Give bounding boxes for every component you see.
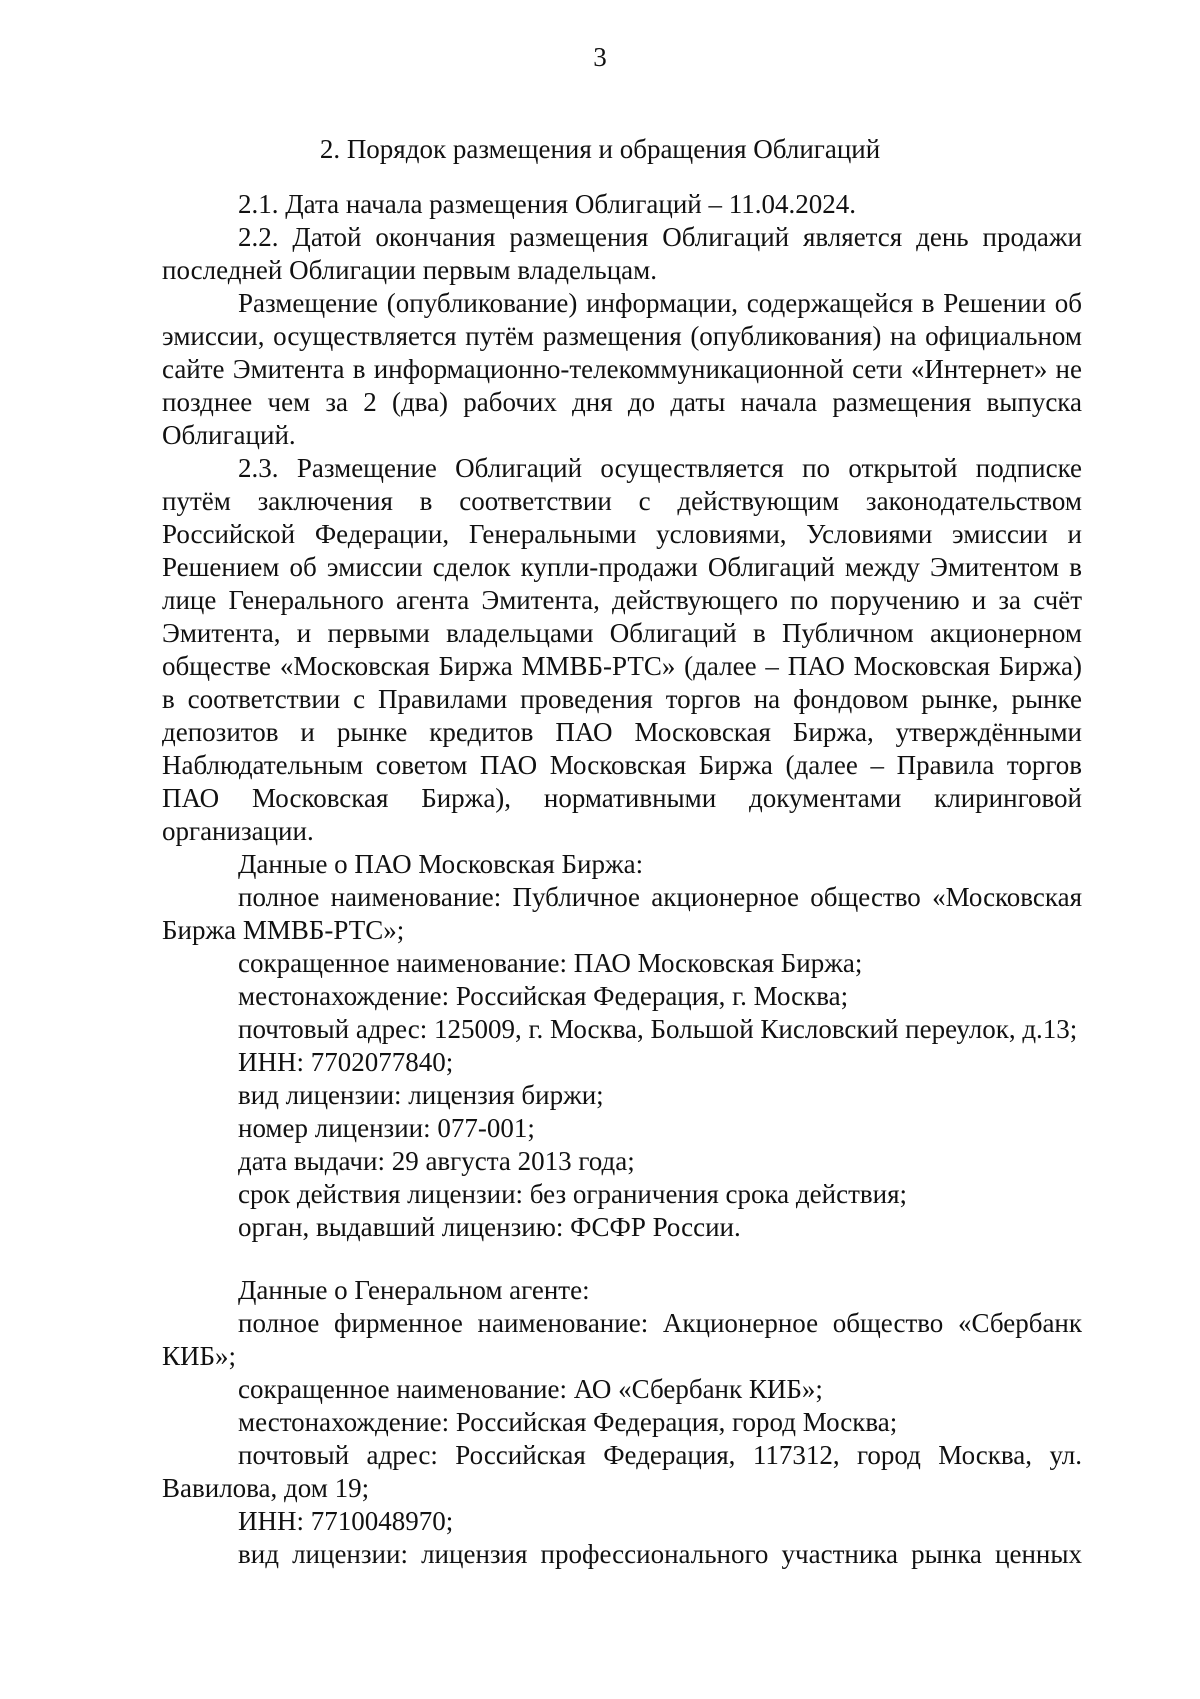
exchange-inn: ИНН: 7702077840; <box>238 1047 454 1077</box>
exchange-location: местонахождение: Российская Федерация, г. Москва; <box>238 981 849 1011</box>
exchange-license-issuer: орган, выдавший лицензию: ФСФР России. <box>238 1212 741 1242</box>
agent-location: местонахождение: Российская Федерация, город Москва; <box>238 1407 898 1437</box>
agent-short-name: сокращенное наименование: АО «Сбербанк КИБ»; <box>238 1374 823 1404</box>
agent-title: Данные о Генеральном агенте: <box>238 1275 590 1305</box>
exchange-title: Данные о ПАО Московская Биржа: <box>238 849 644 879</box>
exchange-short-name: сокращенное наименование: ПАО Московская Биржа; <box>238 948 863 978</box>
clause-2-3: 2.3. Размещение Облигаций осуществляется по открытой подписке путём заключения в соответствии с действующим законодательством Российской Федерации, Генеральными условиями, Условиями эмиссии и Решением об эмиссии сделок купли-продажи Облигаций между Эмитентом в лице Генерального агента Эмитента, действующего по поручению и за счёт Эмитента, и первыми владельцами Облигаций в Публичном акционерном обществе «Московская Биржа ММВБ-РТС» (далее – ПАО Московская Биржа) в соответствии с Правилами проведения торгов на фондовом рынке, рынке депозитов и рынке кредитов ПАО Московская Биржа, утверждёнными Наблюдательным советом ПАО Московская Биржа (далее – Правила торгов ПАО Московская Биржа), нормативными документами клиринговой организации. <box>162 453 1082 846</box>
exchange-postal-address: почтовый адрес: 125009, г. Москва, Большой Кисловский переулок, д.13; <box>238 1014 1078 1044</box>
clause-2-1: 2.1. Дата начала размещения Облигаций – 11.04.2024. <box>238 189 856 219</box>
clause-2-2: 2.2. Датой окончания размещения Облигаций является день продажи последней Облигации первым владельцам. <box>162 222 1082 285</box>
agent-full-name: полное фирменное наименование: Акционерное общество «Сбербанк КИБ»; <box>162 1308 1082 1371</box>
agent-postal-address: почтовый адрес: Российская Федерация, 117312, город Москва, ул. Вавилова, дом 19; <box>162 1440 1082 1503</box>
exchange-full-name: полное наименование: Публичное акционерное общество «Московская Биржа ММВБ-РТС»; <box>162 882 1082 945</box>
section-heading: 2. Порядок размещения и обращения Облигаций <box>319 134 881 164</box>
exchange-issue-date: дата выдачи: 29 августа 2013 года; <box>238 1146 635 1176</box>
exchange-license-type: вид лицензии: лицензия биржи; <box>238 1080 604 1110</box>
page-number: 3 <box>593 42 607 72</box>
exchange-license-number: номер лицензии: 077-001; <box>238 1113 535 1143</box>
disclosure-paragraph: Размещение (опубликование) информации, содержащейся в Решении об эмиссии, осуществляется путём размещения (опубликования) на официальном сайте Эмитента в информационно-телекоммуникационной сети «Интернет» не позднее чем за 2 (два) рабочих дня до даты начала размещения выпуска Облигаций. <box>162 288 1082 450</box>
agent-inn: ИНН: 7710048970; <box>238 1506 454 1536</box>
exchange-validity: срок действия лицензии: без ограничения срока действия; <box>238 1179 907 1209</box>
agent-license-type: вид лицензии: лицензия профессионального участника рынка ценных <box>238 1539 1082 1569</box>
document-body <box>162 188 1082 1571</box>
section-gap <box>162 1244 1082 1274</box>
